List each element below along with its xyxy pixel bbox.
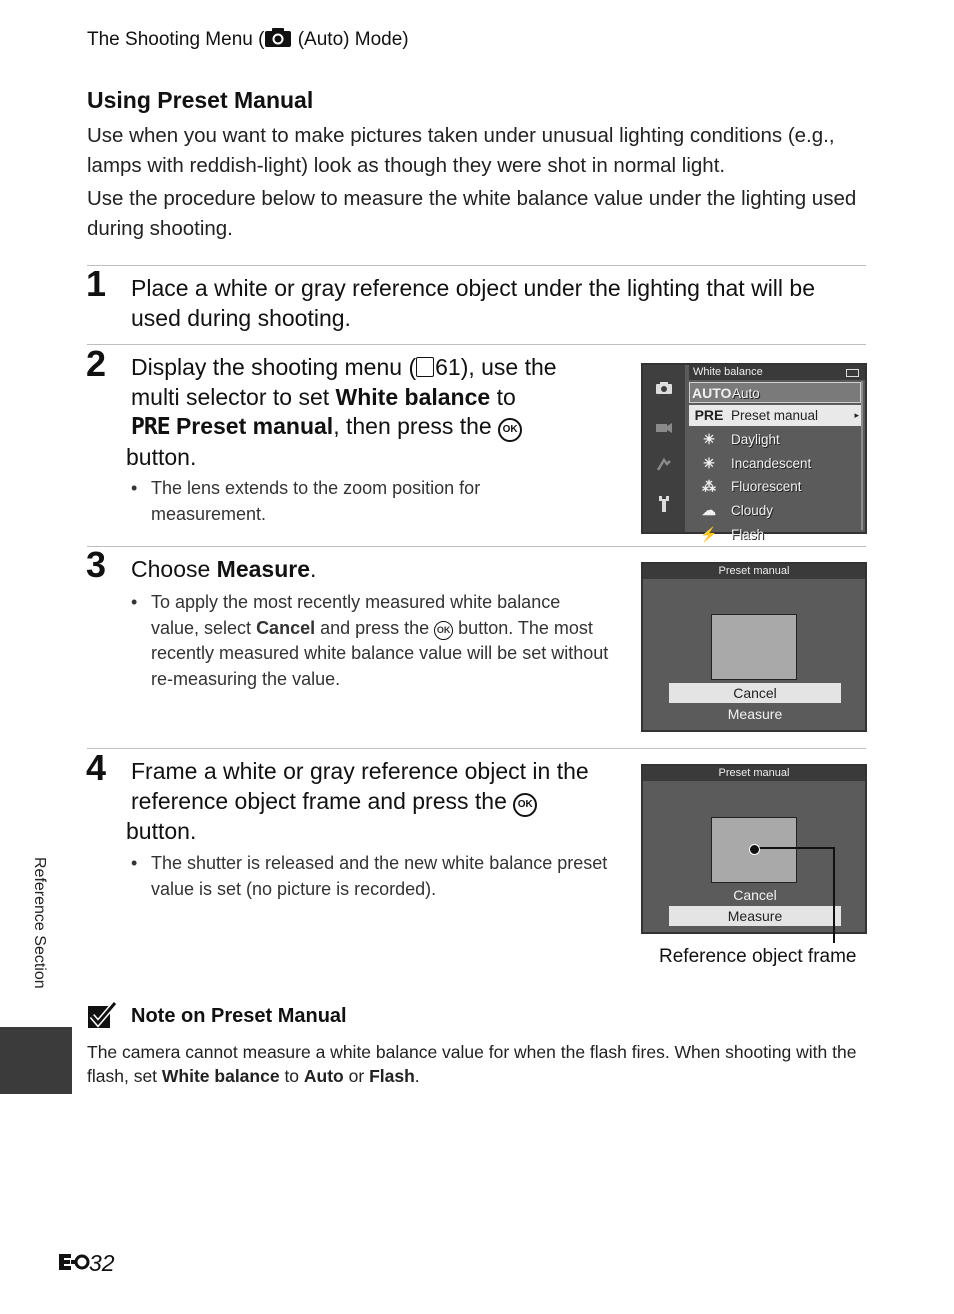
step-4-bullet: • The shutter is released and the new white balance preset value is set (no picture is recorded). (131, 853, 608, 899)
divider (87, 344, 866, 345)
white-balance-menu-screen (641, 363, 867, 542)
auto-icon: AUTO (692, 385, 732, 401)
step-3-number: 3 (86, 544, 107, 585)
side-section-label: Reference Section (31, 857, 48, 989)
checkmark-icon (88, 1002, 118, 1029)
menu-item-daylight[interactable]: ☀ Daylight (689, 429, 861, 450)
book-reference-icon (416, 357, 434, 377)
location-menu-tab-icon (652, 457, 676, 479)
menu-item-preset-manual[interactable]: PRE Preset manual ▸ (689, 405, 861, 426)
measure-option[interactable]: Measure (669, 906, 841, 926)
section-title: Using Preset Manual (87, 87, 314, 113)
setup-menu-tab-icon (652, 495, 676, 517)
menu-item-cloudy[interactable]: ☁ Cloudy (689, 500, 861, 521)
divider (87, 265, 866, 266)
menu-item-incandescent[interactable]: ✳ Incandescent (689, 453, 861, 474)
menu-title: White balance (689, 365, 865, 380)
measure-option[interactable]: Measure (727, 706, 783, 722)
ok-button-icon: OK (434, 621, 453, 640)
menu-item-auto[interactable]: AUTO Auto (689, 382, 861, 403)
step-1-text: Place a white or gray reference object under the lighting that will be used during shooting. (131, 275, 816, 331)
incandescent-icon: ✳ (703, 455, 715, 471)
divider (87, 748, 866, 749)
callout-label: Reference object frame (659, 946, 857, 967)
fluorescent-icon: ⁂ (702, 478, 716, 494)
intro-paragraph-2: Use the procedure below to measure the white balance value under the lighting used during shooting. (87, 187, 857, 240)
step-3-text: Choose Measure. (131, 556, 317, 582)
step-2-bullet: • The lens extends to the zoom position for measurement. (131, 478, 481, 524)
note-title: Note on Preset Manual (131, 1005, 347, 1027)
callout-line (754, 847, 835, 849)
cancel-option[interactable]: Cancel (669, 683, 841, 703)
step-1-number: 1 (86, 263, 107, 304)
step-2-number: 2 (86, 343, 107, 384)
menu-scrollbar[interactable] (861, 381, 863, 530)
movie-menu-tab-icon (652, 418, 676, 440)
page-number: 32 (57, 1250, 115, 1279)
step-2-text: Display the shooting menu ( 61), use the multi selector to set White balance to PRE Preset manual, then press the OK button. (126, 354, 557, 470)
note-text: The camera cannot measure a white balance value for when the flash fires. When shooting with the flash, set White balance to Auto or Flash. (87, 1042, 857, 1086)
callout-dot (749, 844, 760, 855)
running-header: The Shooting Menu ( (Auto) Mode) (87, 27, 409, 54)
cancel-option[interactable]: Cancel (733, 887, 777, 903)
reference-section-icon (57, 1251, 89, 1279)
menu-item-flash[interactable]: ⚡ Flash (689, 524, 861, 545)
flash-icon: ⚡ (700, 526, 718, 542)
cloudy-icon: ☁ (702, 502, 716, 518)
menu-item-fluorescent[interactable]: ⁂ Fluorescent (689, 476, 861, 497)
preset-icon: PRE (131, 414, 170, 440)
shooting-menu-tab-icon (652, 379, 676, 401)
screen-title: Preset manual (643, 766, 865, 781)
preset-icon: PRE (694, 407, 724, 423)
callout-line (833, 848, 835, 943)
intro-paragraph-1: Use when you want to make pictures taken under unusual lighting conditions (e.g., lamps with reddish-light) look as though they were shot in normal light. (87, 124, 835, 177)
preset-manual-screen-cancel (641, 562, 867, 732)
reference-object-frame (711, 614, 797, 680)
section-thumb-tab (0, 1027, 72, 1094)
step-3-bullet: • To apply the most recently measured white balance value, select Cancel and press the OK button. The most recently measured white balance value will be set without re-measuring the value. (131, 592, 609, 689)
ok-button-icon: OK (498, 418, 522, 442)
menu-tab-column (643, 365, 685, 532)
submenu-arrow-icon: ▸ (854, 410, 859, 420)
ok-button-icon: OK (513, 793, 537, 817)
divider (87, 546, 866, 547)
screen-title: Preset manual (643, 564, 865, 579)
battery-icon (846, 369, 859, 377)
step-4-number: 4 (86, 747, 107, 788)
camera-icon (264, 27, 292, 54)
step-4-text: Frame a white or gray reference object in the reference object frame and press the OK button. (126, 758, 589, 844)
daylight-icon: ☀ (702, 431, 716, 447)
